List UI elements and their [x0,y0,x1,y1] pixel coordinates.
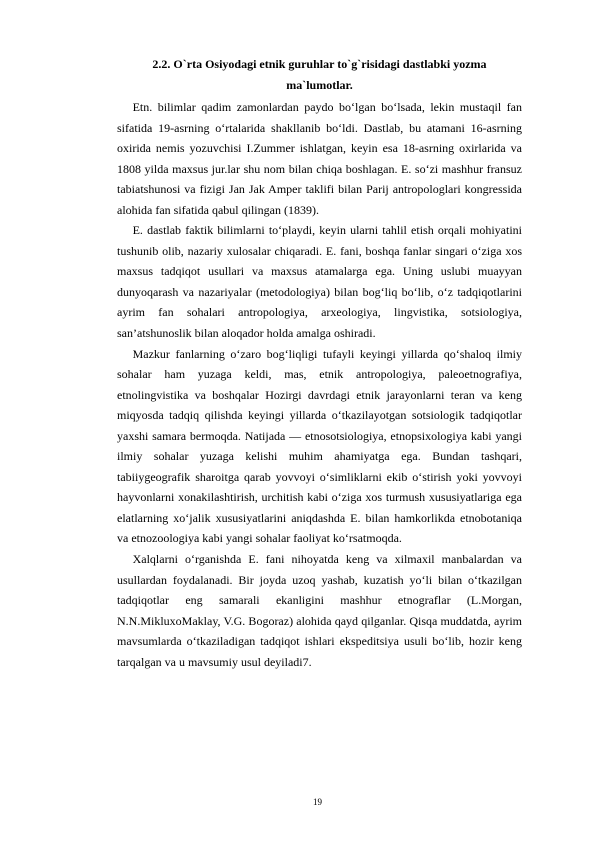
paragraph-3: Mazkur fanlarning o‘zaro bog‘liqligi tufayli keyingi yillarda qo‘shaloq ilmiy sohalar ham yuzaga keldi, mas, etnik antropologiya, paleoetnografiya, etnolingvistika va boshqalar Hozirgi davrdagi etnik jarayonlarni teran va keng miqyosda tadqiq qilishda keyingi yillarda o‘tkazilayotgan sotsiologik tadqiqotlar yaxshi samara bermoqda. Natijada — etnosotsiologiya, etnopsixologiya kabi yangi ilmiy sohalar yuzaga kelishi muhim ahamiyatga ega. Bundan tashqari, tabiiygeografik sharoitga qarab yovvoyi o‘simliklarni ekib o‘stirish yoki yovvoyi hayvonlarni xonakilashtirish, urchitish kabi o‘ziga xos turmush xususiyatlariga ega elatlarning xo‘jalik xususiyatlarini aniqdashda E. bilan hamkorlikda etnobotaniqa va etnozoologiya kabi yangi sohalar faoliyat ko‘rsatmoqda. [117,346,522,546]
paragraph-4: Xalqlarni o‘rganishda E. fani nihoyatda keng va xilmaxil manbalardan va usullardan foydalanadi. Bir joyda uzoq yashab, kuzatish yo‘li bilan o‘tkazilgan tadqiqotlar eng samarali ekanligini mashhur etnograflar (L.Morgan, N.N.MikluxoMaklay, V.G. Bogoraz) alohida qayd qilganlar. Qisqa muddatda, ayrim mavsumlarda o‘tkaziladigan tadqiqot ishlari ekspeditsiya usuli bo‘lib, hozir keng tarqalgan va u mavsumiy usul deyiladi7. [117,552,522,669]
body-text [117,97,522,672]
paragraph-2: E. dastlab faktik bilimlarni to‘playdi, keyin ularni tahlil etish orqali mohiyatini tushunib olib, nazariy xulosalar chiqaradi. E. fani, boshqa fanlar singari o‘ziga xos maxsus tadqiqot usullari va maxsus atamalarga ega. Uning uslubi muayyan dunyoqarash va nazariyalar (metodologiya) bilan bog‘liq bo‘lib, o‘z tadqiqotlarini ayrim fan sohalari antropologiya, arxeologiya, lingvistika, sotsiologiya, san’atshunoslik bilan aloqador holda amalga oshiradi. [117,223,522,341]
section-heading-line-2: ma`lumotlar. [286,78,353,92]
page-number: 19 [313,797,322,807]
section-heading-line-1: 2.2. O`rta Osiyodagi etnik guruhlar to`g`risidagi dastlabki yozma [152,57,487,71]
section-heading [117,54,522,96]
paragraph-1: Etn. bilimlar qadim zamonlardan paydo bo‘lgan bo‘lsada, lekin mustaqil fan sifatida 19-asrning o‘rtalarida shakllanib bo‘ldi. Dastlab, bu atamani 16-asrning oxirida nemis yozuvchisi I.Zummer ishlatgan, keyin esa 18-asrning oxirlarida va 1808 yilda maxsus jur.lar shu nom bilan chiqa boshlagan. E. so‘zi mashhur fransuz tabiatshunosi va fizigi Jan Jak Amper taklifi bilan Parij antropologlari kongressida alohida fan sifatida qabul qilingan (1839). [117,100,522,217]
